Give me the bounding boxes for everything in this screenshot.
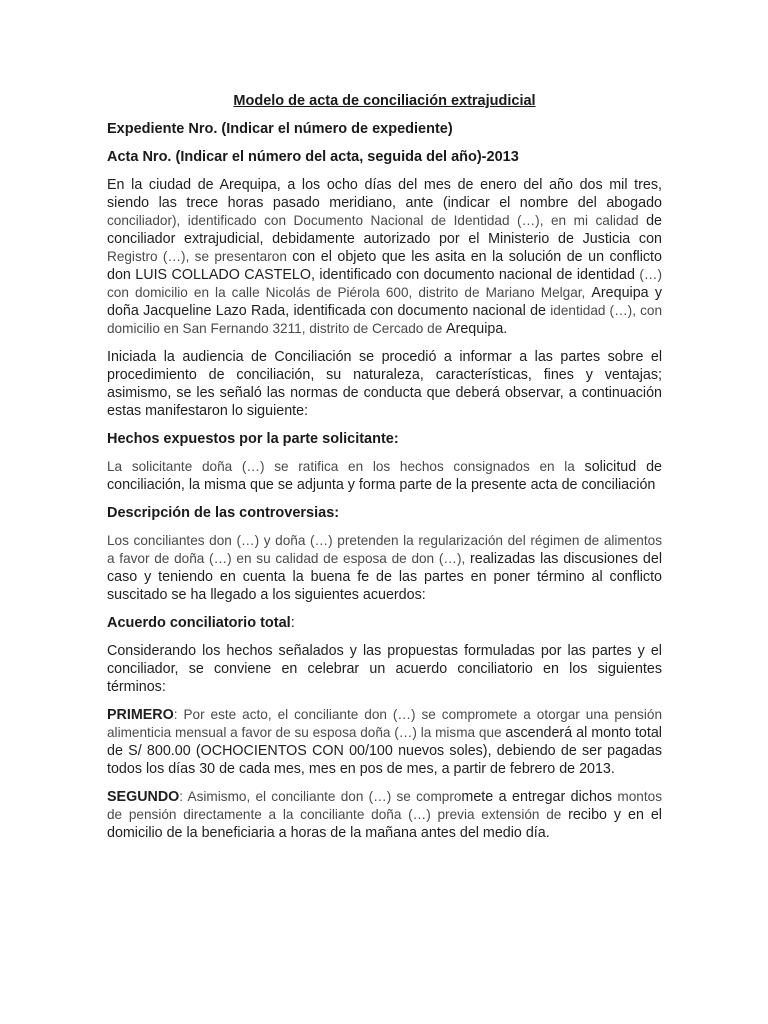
intro-text-5: con el objeto que les asita en la solución de un conflicto don LUIS COLLADO CASTELO, identificado con documento nacional de identidad [107, 249, 662, 283]
acuerdo-heading-colon: : [290, 615, 295, 631]
intro-text-3: de conciliador extrajudicial, debidamente autorizado por el Ministerio de Justicia con [107, 213, 662, 247]
document-page [107, 92, 662, 852]
hechos-text-2: solicitud de conciliación, la misma que se adjunta y forma parte de la presente acta de conciliación [107, 459, 662, 493]
segundo-text-4: recibo y en el domicilio de la beneficiaria a horas de la mañana antes del medio día. [107, 807, 662, 841]
acuerdo-heading [107, 614, 662, 632]
controversias-text-2: realizadas las discusiones del caso y teniendo en cuenta la buena fe de las partes en poner término al conflicto suscitado se ha llegado a los siguientes acuerdos: [107, 551, 663, 603]
primero-text-1: : Por este acto, el conciliante don (…) se compromete a otorgar una pensión alimenticia mensual a favor de su esposa doña (…) la misma que [107, 707, 662, 740]
intro-text-2: conciliador), identificado con Documento Nacional de Identidad (…), en mi calidad [107, 213, 647, 228]
segundo-text-3: montos de pensión directamente a la conciliante doña (…) previa extensión de [107, 789, 662, 822]
segundo-paragraph [107, 788, 662, 842]
intro-paragraph [107, 176, 662, 338]
hechos-heading: Hechos expuestos por la parte solicitante: [107, 431, 399, 447]
acta-heading: Acta Nro. (Indicar el número del acta, seguida del año)-2013 [107, 149, 519, 165]
intro-text-8: identidad (…), con domicilio en San Fernando 3211, distrito de Cercado de [107, 303, 663, 336]
intro-text-7: Arequipa y doña Jacqueline Lazo Rada, identificada con documento nacional de [107, 285, 662, 319]
controversias-heading: Descripción de las controversias: [107, 505, 340, 521]
segundo-label: SEGUNDO [107, 789, 180, 805]
segundo-text-1: : Asimismo, el conciliante don (…) se compro [179, 789, 462, 804]
expediente-heading: Expediente Nro. (Indicar el número de expediente) [107, 121, 453, 137]
primero-paragraph [107, 706, 662, 778]
controversias-text-1: Los conciliantes don (…) y doña (…) pretenden la regularización del régimen de alimentos a favor de doña (…) en su calidad de esposa de don (…), [107, 533, 662, 566]
primero-label: PRIMERO [107, 707, 174, 723]
audiencia-paragraph: Iniciada la audiencia de Conciliación se procedió a informar a las partes sobre el procedimiento de conciliación, su naturaleza, características, fines y ventajas; asimismo, se les señaló las normas de conducta que deberá observar, a continuación estas manifestaron lo siguiente: [107, 349, 662, 419]
considerando-paragraph: Considerando los hechos señalados y las propuestas formuladas por las partes y el conciliador, se conviene en celebrar un acuerdo conciliatorio en los siguientes términos: [107, 643, 662, 695]
document-title: Modelo de acta de conciliación extrajudicial [233, 93, 536, 109]
controversias-paragraph [107, 532, 662, 604]
intro-text-9: Arequipa. [446, 321, 508, 337]
intro-text-4: Registro (…), se presentaron [107, 249, 293, 264]
intro-text-6: (…) con domicilio en la calle Nicolás de Piérola 600, distrito de Mariano Melgar, [107, 267, 662, 300]
acuerdo-heading-text: Acuerdo conciliatorio total [107, 615, 291, 631]
primero-text-2: ascenderá al monto total de S/ 800.00 (OCHOCIENTOS CON 00/100 nuevos soles), debiendo de ser pagadas todos los días 30 de cada mes, mes en pos de mes, a partir de febrero de 2013. [107, 725, 662, 777]
hechos-paragraph [107, 458, 662, 494]
segundo-text-2: mete a entregar dichos [461, 789, 618, 805]
hechos-text-1: La solicitante doña (…) se ratifica en los hechos consignados en la [107, 459, 585, 474]
intro-text-1: En la ciudad de Arequipa, a los ocho días del mes de enero del año dos mil tres, siendo las trece horas pasado meridiano, ante (indicar el nombre del abogado [107, 177, 662, 211]
